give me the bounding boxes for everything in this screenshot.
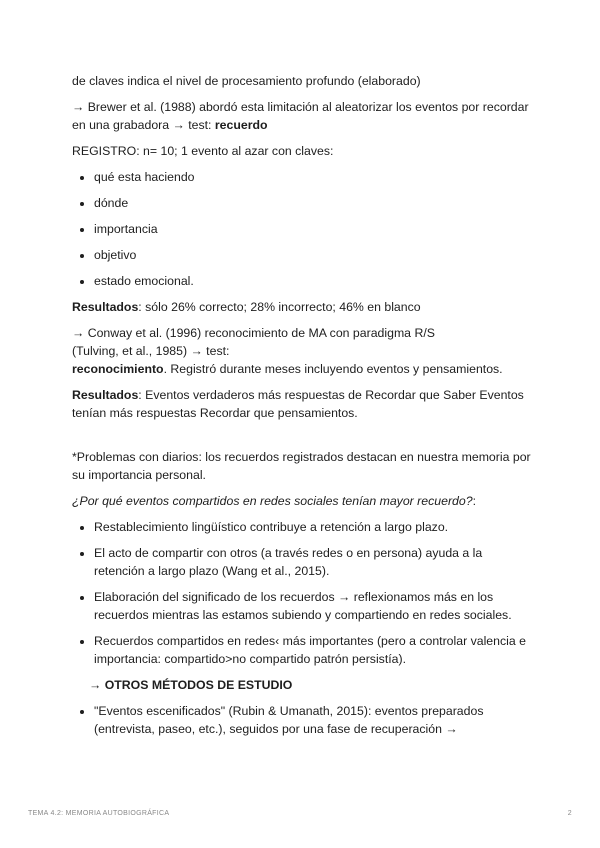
bold-text: reconocimiento xyxy=(72,362,164,376)
list-item: • estado emocional. xyxy=(94,272,532,290)
paragraph-problemas: *Problemas con diarios: los recuerdos registrados destacan en nuestra memoria por su importancia personal. xyxy=(72,450,531,482)
text: → Conway et al. (1996) reconocimiento de MA con paradigma R/S xyxy=(72,326,435,340)
bold-text: recuerdo xyxy=(214,118,268,132)
list-item: • Elaboración del significado de los recuerdos → reflexionamos más en los recuerdos mientras las estamos subiendo y compartiendo en redes sociales. xyxy=(94,588,532,624)
text: : xyxy=(472,494,476,508)
cue-list xyxy=(72,168,532,290)
list-item: • qué esta haciendo xyxy=(94,168,532,186)
paragraph-brewer xyxy=(72,98,532,134)
list-item: • objetivo xyxy=(94,246,532,264)
bold-text: Resultados xyxy=(72,300,139,314)
list-item: • "Eventos escenificados" (Rubin & Umanath, 2015): eventos preparados (entrevista, paseo, etc.), seguidos por una fase de recuperación → xyxy=(94,702,532,738)
page-footer xyxy=(28,810,572,817)
text: : sólo 26% correcto; 28% incorrecto; 46% en blanco xyxy=(138,300,421,314)
paragraph-conway xyxy=(72,324,532,378)
text: (Tulving, et al., 1985) → test: xyxy=(72,344,230,358)
text: . Registró durante meses incluyendo eventos y pensamientos. xyxy=(163,362,503,376)
section-heading xyxy=(72,676,532,694)
page-content xyxy=(72,72,532,746)
paragraph-resultados-2 xyxy=(72,386,532,422)
text: → Brewer et al. (1988) abordó esta limitación al aleatorizar los eventos por recordar en una grabadora → test: xyxy=(72,100,529,132)
paragraph-resultados-1 xyxy=(72,298,532,316)
footer-title: TEMA 4.2: MEMORIA AUTOBIOGRÁFICA xyxy=(28,810,170,817)
text: : Eventos verdaderos más respuestas de Recordar que Saber Eventos tenían más respuestas Recordar que pensamientos. xyxy=(72,388,524,420)
paragraph-question xyxy=(72,492,532,510)
methods-list xyxy=(72,702,532,738)
bold-text: Resultados xyxy=(72,388,139,402)
list-item: • dónde xyxy=(94,194,532,212)
reasons-list xyxy=(72,518,532,668)
paragraph: de claves indica el nivel de procesamiento profundo (elaborado) xyxy=(72,74,421,88)
paragraph-registro: REGISTRO: n= 10; 1 evento al azar con claves: xyxy=(72,144,334,158)
heading-text: → OTROS MÉTODOS DE ESTUDIO xyxy=(89,678,293,692)
italic-text: ¿Por qué eventos compartidos en redes sociales tenían mayor recuerdo? xyxy=(72,494,473,508)
list-item: • El acto de compartir con otros (a través redes o en persona) ayuda a la retención a largo plazo (Wang et al., 2015). xyxy=(94,544,532,580)
page-number: 2 xyxy=(567,810,572,817)
list-item: • importancia xyxy=(94,220,532,238)
list-item: • Restablecimiento lingüístico contribuye a retención a largo plazo. xyxy=(94,518,532,536)
list-item: • Recuerdos compartidos en redes‹ más importantes (pero a controlar valencia e importancia: compartido>no compartido patrón persistía). xyxy=(94,632,532,668)
